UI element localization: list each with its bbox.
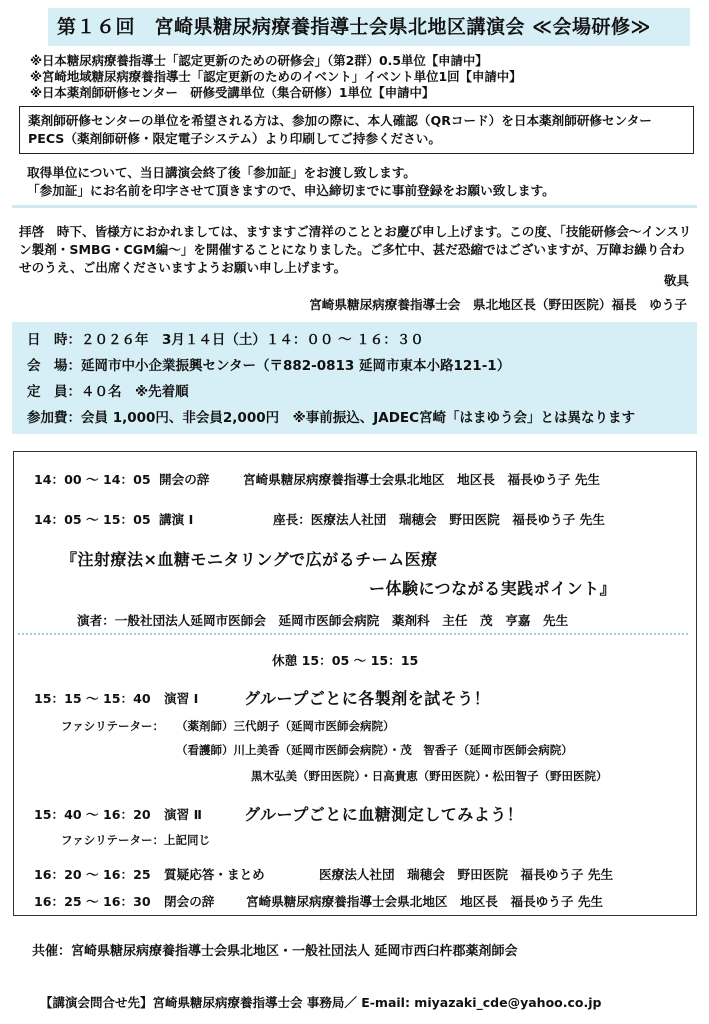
event-info-panel — [12, 322, 697, 434]
sender-signature: 宮崎県糖尿病療養指導士会 県北地区長（野田医院）福長 ゆう子 — [309, 297, 687, 312]
event-datetime: 日 時：２０２６年 3月１４日（土）１４：００ ～ １６：３０ — [27, 332, 424, 348]
practice2-time: 15：40 ～ 16：20 — [34, 807, 151, 822]
practice1-label: 演習 Ⅰ — [164, 691, 199, 706]
opening-person: 宮崎県糖尿病療養指導士会県北地区 地区長 福長ゆう子 先生 — [243, 472, 601, 487]
event-venue: 会 場：延岡市中小企業振興センター（〒882-0813 延岡市東本小路121-1） — [27, 358, 511, 374]
practice1-facilitator-2: （看護師）川上美香（延岡市医師会病院）・茂 智香子（延岡市医師会病院） — [176, 743, 573, 757]
section-divider — [12, 205, 697, 208]
lecture-time: 14：05 ～ 15：05 — [34, 512, 151, 527]
credit-units — [30, 53, 522, 101]
lecture-title-line-2: ー体験につながる実践ポイント』 — [369, 579, 617, 598]
qa-label: 質疑応答・まとめ — [164, 867, 265, 882]
credit-unit-pharmacist: ※日本薬剤師研修センター 研修受講単位（集合研修）1単位【申請中】 — [30, 85, 435, 100]
break-time: 休憩 15：05 ～ 15：15 — [272, 653, 419, 668]
lecture-title-line-1: 『注射療法×血糖モニタリングで広がるチーム医療 — [61, 550, 438, 569]
opening-label: 開会の辞 — [159, 472, 210, 487]
pharmacist-notice-box — [19, 106, 694, 154]
practice2-label: 演習 Ⅱ — [164, 807, 202, 822]
closing-label: 閉会の辞 — [164, 894, 215, 909]
practice2-title: グループごとに血糖測定してみよう！ — [244, 805, 524, 824]
practice1-time: 15：15 ～ 15：40 — [34, 691, 151, 706]
acquisition-note — [27, 164, 555, 200]
practice1-facilitator-3: 黒木弘美（野田医院）・日高貴恵（野田医院）・松田智子（野田医院） — [251, 769, 608, 783]
cohost-line: 共催：宮崎県糖尿病療養指導士会県北地区・一般社団法人 延岡市西臼杵郡薬剤師会 — [32, 944, 518, 959]
event-capacity: 定 員：４０名 ※先着順 — [27, 384, 189, 400]
opening-time: 14：00 ～ 14：05 — [34, 472, 151, 487]
practice2-facilitator: ファシリテーター：上記同じ — [61, 833, 211, 847]
break-dotted-divider — [18, 633, 688, 635]
credit-unit-jadec: ※日本糖尿病療養指導士「認定更新のための研修会」（第2群）0.5単位【申請中】 — [30, 53, 488, 68]
closing-person: 宮崎県糖尿病療養指導士会県北地区 地区長 福長ゆう子 先生 — [246, 894, 604, 909]
pharmacist-notice-text: 薬剤師研修センターの単位を希望される方は、参加の際に、本人確認（QRコード）を日本薬剤師研修センターPECS（薬剤師研修・限定電子システム）より印刷してご持参ください。 — [28, 113, 652, 146]
lecture-chair: 座長：医療法人社団 瑞穂会 野田医院 福長ゆう子 先生 — [273, 512, 605, 527]
qa-time: 16：20 ～ 16：25 — [34, 867, 151, 882]
program-box — [13, 451, 697, 916]
practice1-title: グループごとに各製剤を試そう！ — [244, 689, 491, 708]
closing-time: 16：25 ～ 16：30 — [34, 894, 151, 909]
practice1-facilitator-label: ファシリテーター： — [61, 719, 165, 733]
event-fee: 参加費：会員 1,000円、非会員2,000円 ※事前振込、JADEC宮崎「はまゆう会」とは異なります — [27, 410, 636, 426]
contact-line: 【講演会問合せ先】宮崎県糖尿病療養指導士会 事務局／ E-mail: miyazaki_cde@yahoo.co.jp — [40, 995, 602, 1010]
acquisition-line-1: 取得単位について、当日講演会終了後「参加証」をお渡し致します。 — [27, 165, 416, 180]
credit-unit-miyazaki: ※宮崎地域糖尿病療養指導士「認定更新のためのイベント」イベント単位1回【申請中】 — [30, 69, 522, 84]
practice1-facilitator-1: （薬剤師）三代朗子（延岡市医師会病院） — [176, 719, 395, 733]
lecture-label: 講演 Ⅰ — [159, 512, 194, 527]
page-title: 第１６回 宮崎県糖尿病療養指導士会県北地区講演会 ≪会場研修≫ — [57, 16, 651, 38]
qa-person: 医療法人社団 瑞穂会 野田医院 福長ゆう子 先生 — [319, 867, 614, 882]
closing-salutation: 敬具 — [663, 273, 689, 288]
lecture-speaker: 演者：一般社団法人延岡市医師会 延岡市医師会病院 薬剤科 主任 茂 亨嘉 先生 — [77, 613, 569, 628]
greeting-text: 拝啓 時下、皆様方におかれましては、ますますご清祥のこととお慶び申し上げます。この度、「技能研修会～インスリン製剤・SMBG・CGM編～」を開催することになりました。ご多忙中、甚だ恐縮ではございますが、万障お繰り合わせのうえ、ご出席くださいますようお願い申し上げます。 — [19, 224, 692, 275]
acquisition-line-2: 「参加証」にお名前を印字させて頂きますので、申込締切までに事前登録をお願い致します。 — [27, 183, 555, 198]
